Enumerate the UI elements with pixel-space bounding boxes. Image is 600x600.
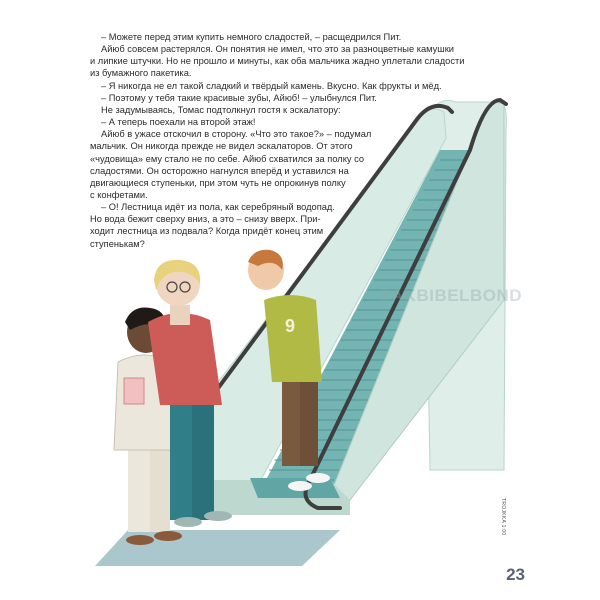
text-line: двигающиеся ступеньки, при этом чуть не опрокинув полку (90, 177, 346, 188)
shirt-number: 9 (285, 316, 296, 336)
text-line: – Можете перед этим купить немного сладостей, – расщедрился Пит. (101, 32, 402, 42)
text-line: мальчик. Он никогда прежде не видел эскалаторов. От этого (90, 141, 353, 152)
text-line: – О! Лестница идёт из пола, как серебряный водопад. (101, 202, 335, 213)
text-line: Но вода бежит сверху вниз, а это – снизу вверх. При- (90, 214, 321, 225)
text-line: из бумажного пакетика. (90, 68, 192, 79)
page-number: 23 (506, 565, 525, 584)
text-line: «чудовища» ему стало не по себе. Айюб схватился за полку со (90, 153, 365, 164)
side-print-code: TROJKKA 1:00 (500, 498, 506, 536)
text-line: ходит лестница из подвала? Когда придёт конец этим (90, 226, 324, 237)
text-line: ступенькам? (90, 238, 145, 249)
text-line: и липкие штучки. Но не прошло и минуты, как оба мальчика жадно уплетали сладости (90, 56, 465, 67)
text-line: – А теперь поехали на второй этаж! (101, 117, 256, 128)
text-line: – Поэтому у тебя такие красивые зубы, Айюб! – улыбнулся Пит. (101, 92, 377, 103)
text-line: сладостями. Он осторожно нагнулся вперёд и уставился на (90, 165, 349, 176)
text-line: Айюб в ужасе отскочил в сторону. «Что это такое?» – подумал (101, 129, 372, 140)
text-line: Айюб совсем растерялся. Он понятия не имел, что это за разноцветные камушки (101, 44, 454, 55)
text-line: – Я никогда не ел такой сладкий и твёрдый камень. Вкусно. Как фрукты и мёд. (101, 80, 442, 91)
text-line: Не задумываясь, Томас подтолкнул гостя к эскалатору: (101, 104, 341, 115)
text-line: с конфетами. (90, 189, 148, 200)
publisher-watermark: ZAKBIBELBOND (380, 286, 522, 305)
